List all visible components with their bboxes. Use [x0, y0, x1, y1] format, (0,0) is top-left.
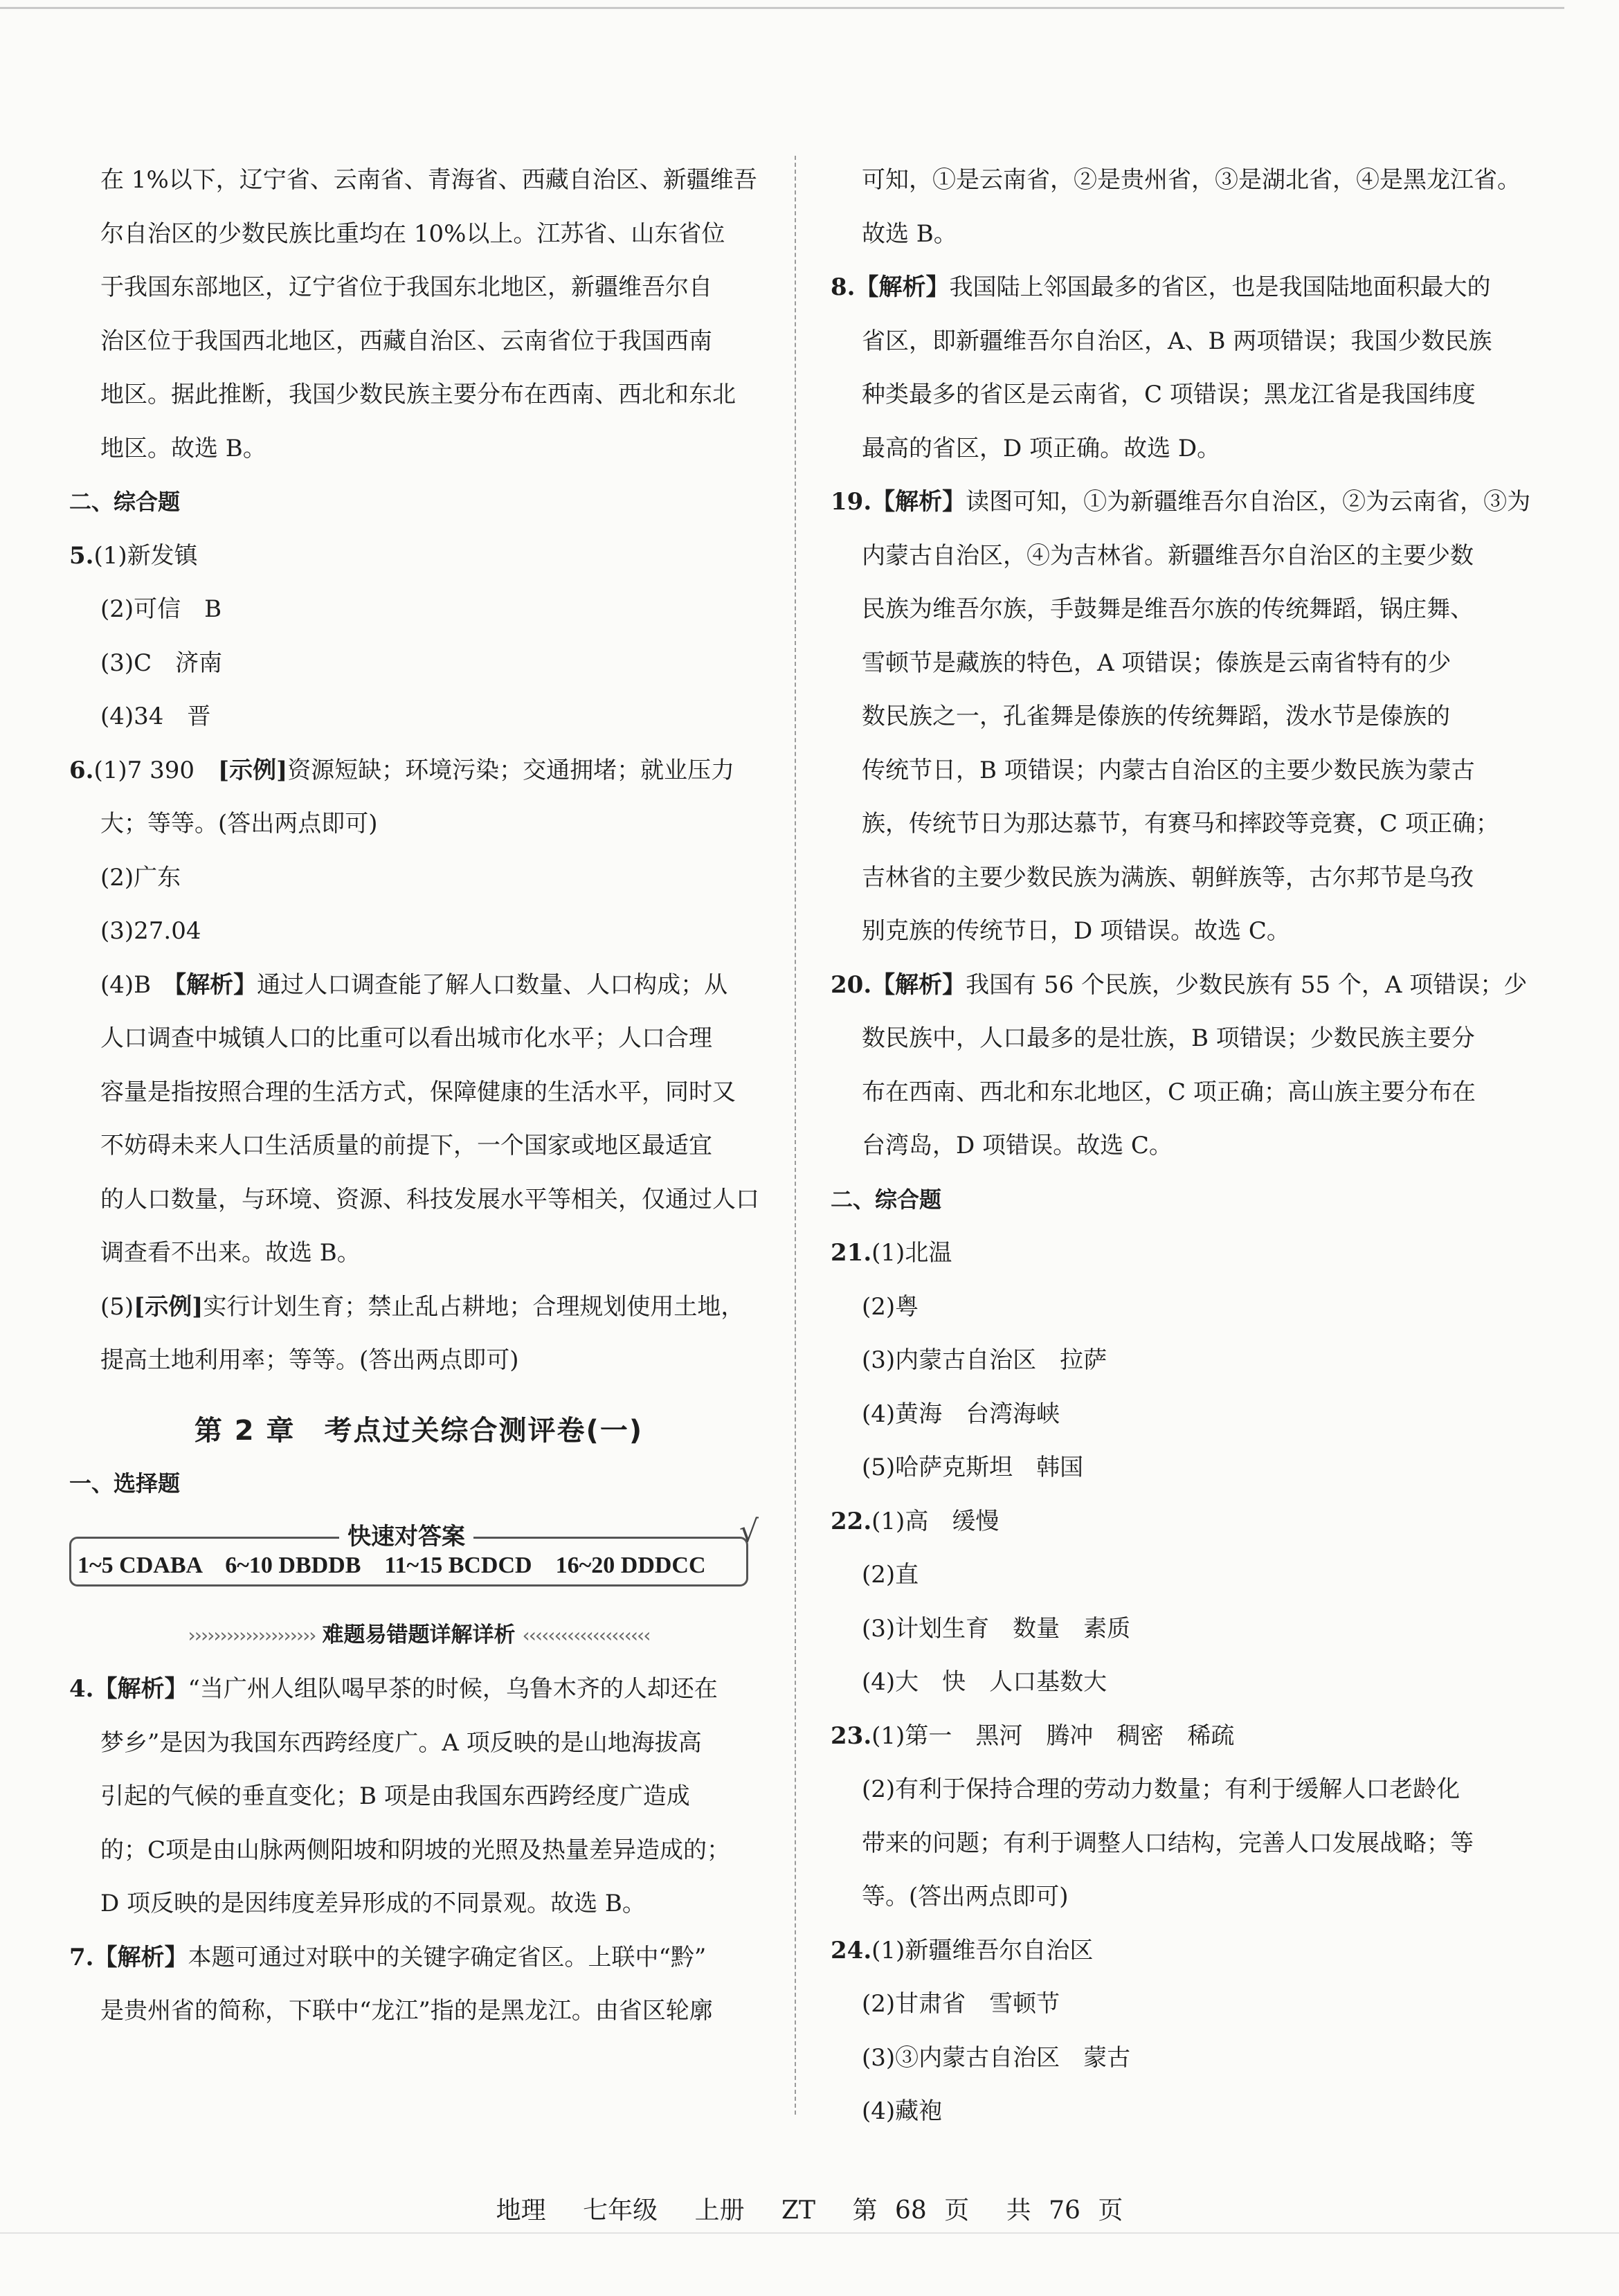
quick-answer-list: 1~5 CDABA 6~10 DBDDB 11~15 BCDCD 16~20 DDDCC — [78, 1553, 706, 1578]
text-line: 尔自治区的少数民族比重均在 10%以上。江苏省、山东省位 — [100, 219, 725, 248]
question-number: 20. — [831, 970, 872, 999]
left-column — [69, 154, 768, 2039]
answer-line: (4)大 快 人口基数大 — [862, 1668, 1107, 1696]
answer-text: 我国陆上邻国最多的省区，也是我国陆地面积最大的 — [949, 273, 1491, 301]
chapter-title: 第 2 章 考点过关综合测评卷(一) — [194, 1414, 644, 1447]
question-7 — [69, 1931, 768, 1985]
answer-text: (1)新疆维吾尔自治区 — [871, 1936, 1094, 1964]
detailed-analysis-banner — [69, 1614, 768, 1663]
answer-line: 内蒙古自治区，④为吉林省。新疆维吾尔自治区的主要少数 — [862, 541, 1474, 570]
question-19 — [831, 476, 1544, 530]
answer-text: (4)B — [100, 970, 175, 999]
checkmark-icon: √ — [739, 1514, 759, 1549]
top-rule — [0, 7, 1564, 9]
answer-text: 读图可知，①为新疆维吾尔自治区，②为云南省，③为 — [966, 488, 1531, 516]
answer-line: 带来的问题；有利于调整人口结构，完善人口发展战略；等 — [862, 1829, 1474, 1857]
answer-line: (3)内蒙古自治区 拉萨 — [862, 1346, 1107, 1374]
answer-line: 族，传统节日为那达慕节，有赛马和摔跤等竞赛，C 项正确； — [862, 810, 1499, 838]
question-number: 4. — [69, 1675, 94, 1703]
answer-line: 等。(答出两点即可) — [862, 1883, 1069, 1910]
footer-edition: ZT — [781, 2196, 816, 2225]
question-number: 23. — [831, 1721, 872, 1750]
quick-answer-title: 快速对答案 — [339, 1523, 473, 1551]
answer-line: D 项反映的是因纬度差异形成的不同景观。故选 B。 — [100, 1890, 646, 1917]
column-divider — [795, 156, 796, 2115]
answer-line: (5)哈萨克斯坦 韩国 — [862, 1454, 1084, 1481]
section-heading-comprehensive: 二、综合题 — [831, 1186, 942, 1213]
answer-line: 数民族中，人口最多的是壮族，B 项错误；少数民族主要分 — [862, 1024, 1475, 1052]
footer-subject: 地理 — [496, 2196, 546, 2225]
answer-text: “当广州人组队喝早茶的时候，乌鲁木齐的人却还在 — [188, 1675, 718, 1703]
answer-line: (4)黄海 台湾海峡 — [862, 1400, 1060, 1428]
chevron-left-decoration: ‹‹‹‹‹‹‹‹‹‹‹‹‹‹‹‹‹‹‹‹ — [522, 1624, 650, 1647]
answer-line: 台湾岛，D 项错误。故选 C。 — [862, 1132, 1173, 1159]
question-number: 19. — [831, 488, 872, 516]
answer-line: (4)藏袍 — [862, 2097, 943, 2125]
answer-text: (5) — [100, 1292, 134, 1321]
answer-line: 是贵州省的简称，下联中“龙江”指的是黑龙江。由省区轮廓 — [100, 1997, 713, 2025]
analysis-tag: 【解析】 — [174, 970, 257, 999]
answer-line: 不妨碍未来人口生活质量的前提下，一个国家或地区最适宜 — [100, 1132, 712, 1159]
answer-line: (2)广东 — [100, 863, 181, 892]
answer-text: 我国有 56 个民族，少数民族有 55 个，A 项错误；少 — [966, 970, 1528, 999]
analysis-tag: 【解析】 — [93, 1675, 188, 1703]
question-24 — [831, 1924, 1544, 1978]
question-number: 8. — [831, 273, 856, 301]
footer-grade: 七年级 — [583, 2196, 658, 2225]
answer-line: (4)34 晋 — [100, 703, 211, 730]
bottom-rule — [0, 2232, 1619, 2234]
question-4 — [69, 1663, 768, 1717]
analysis-tag: 【解析】 — [871, 970, 966, 999]
answer-text: (1)高 缓慢 — [871, 1507, 1000, 1535]
answer-text: 资源短缺；环境污染；交通拥堵；就业压力 — [287, 756, 735, 784]
answer-line: 传统节日，B 项错误；内蒙古自治区的主要少数民族为蒙古 — [862, 756, 1475, 784]
answer-line: (3)③内蒙古自治区 蒙古 — [862, 2043, 1131, 2072]
answer-text: (1)第一 黑河 腾冲 稠密 稀疏 — [871, 1721, 1235, 1750]
chevron-right-decoration: ›››››››››››››››››››› — [188, 1624, 316, 1647]
text-line: 地区。故选 B。 — [100, 434, 266, 462]
page-footer — [0, 2191, 1619, 2226]
answer-line: 可知，①是云南省，②是贵州省，③是湖北省，④是黑龙江省。 — [862, 166, 1521, 194]
answer-line: (2)甘肃省 雪顿节 — [862, 1990, 1060, 2018]
answer-line: 人口调查中城镇人口的比重可以看出城市化水平；人口合理 — [100, 1024, 712, 1052]
page-number: 第 68 页 — [852, 2196, 970, 2225]
answer-line: 雪顿节是藏族的特色，A 项错误；傣族是云南省特有的少 — [862, 649, 1451, 677]
question-8 — [831, 261, 1544, 315]
question-number: 24. — [831, 1936, 872, 1964]
example-tag: [示例] — [218, 756, 288, 784]
question-6 — [69, 744, 768, 798]
answer-line: 调查看不出来。故选 B。 — [100, 1239, 361, 1267]
text-line: 治区位于我国西北地区，西藏自治区、云南省位于我国西南 — [100, 327, 712, 355]
section-heading-choice: 一、选择题 — [69, 1470, 181, 1497]
right-column — [831, 154, 1544, 2139]
section-heading-comprehensive: 二、综合题 — [69, 489, 181, 515]
answer-line: (2)直 — [862, 1561, 919, 1589]
analysis-tag: 【解析】 — [855, 273, 950, 301]
answer-line: 种类最多的省区是云南省，C 项错误；黑龙江省是我国纬度 — [862, 381, 1476, 408]
answer-line: 容量是指按照合理的生活方式，保障健康的生活水平，同时又 — [100, 1078, 736, 1106]
quick-answer-box — [69, 1510, 768, 1614]
answer-line: 提高土地利用率；等等。(答出两点即可) — [100, 1346, 519, 1374]
question-number: 5. — [69, 541, 94, 570]
question-number: 21. — [831, 1239, 872, 1267]
answer-line — [69, 959, 768, 1013]
answer-line: (2)可信 B — [100, 595, 222, 623]
answer-line: 的；C项是由山脉两侧阳坡和阴坡的光照及热量差异造成的； — [100, 1836, 731, 1864]
answer-line: 梦乡”是因为我国东西跨经度广。A 项反映的是山地海拔高 — [100, 1728, 702, 1757]
answer-line: (3)C 济南 — [100, 649, 223, 677]
question-20 — [831, 959, 1544, 1013]
question-22 — [831, 1495, 1544, 1549]
question-number: 22. — [831, 1507, 872, 1535]
answer-line: (2)粤 — [862, 1292, 919, 1321]
answer-text: (1)新发镇 — [93, 541, 198, 570]
page-total: 共 76 页 — [1006, 2196, 1123, 2225]
answer-line: 吉林省的主要少数民族为满族、朝鲜族等，古尔邦节是乌孜 — [862, 863, 1474, 892]
answer-line: (3)27.04 — [100, 917, 201, 945]
answer-line: (3)计划生育 数量 素质 — [862, 1614, 1131, 1643]
answer-text: 本题可通过对联中的关键字确定省区。上联中“黔” — [188, 1943, 707, 1971]
answer-line — [69, 1281, 768, 1335]
banner-title: 难题易错题详解详析 — [322, 1622, 516, 1647]
answer-line: 布在西南、西北和东北地区，C 项正确；高山族主要分布在 — [862, 1078, 1476, 1106]
answer-line: 民族为维吾尔族，手鼓舞是维吾尔族的传统舞蹈，锅庄舞、 — [862, 595, 1474, 623]
text-line: 地区。据此推断，我国少数民族主要分布在西南、西北和东北 — [100, 381, 736, 408]
answer-text: (1)北温 — [871, 1239, 952, 1267]
answer-line: 的人口数量，与环境、资源、科技发展水平等相关，仅通过人口 — [100, 1185, 759, 1213]
answer-line: 别克族的传统节日，D 项错误。故选 C。 — [862, 917, 1290, 945]
answer-line: 引起的气候的垂直变化；B 项是由我国东西跨经度广造成 — [100, 1782, 690, 1810]
text-line: 于我国东部地区，辽宁省位于我国东北地区，新疆维吾尔自 — [100, 273, 712, 301]
question-number: 7. — [69, 1943, 94, 1971]
answer-text: 通过人口调查能了解人口数量、人口构成；从 — [257, 970, 728, 999]
question-21 — [831, 1227, 1544, 1281]
answer-line: 省区，即新疆维吾尔自治区，A、B 两项错误；我国少数民族 — [862, 327, 1492, 355]
question-number: 6. — [69, 756, 94, 784]
analysis-tag: 【解析】 — [871, 488, 966, 516]
text-line: 在 1%以下，辽宁省、云南省、青海省、西藏自治区、新疆维吾 — [100, 166, 757, 194]
answer-line: (2)有利于保持合理的劳动力数量；有利于缓解人口老龄化 — [862, 1775, 1460, 1803]
example-tag: [示例] — [134, 1292, 203, 1321]
answer-line: 最高的省区，D 项正确。故选 D。 — [862, 434, 1221, 462]
question-5 — [69, 530, 768, 584]
answer-line: 故选 B。 — [862, 219, 957, 248]
analysis-tag: 【解析】 — [93, 1943, 188, 1971]
question-23 — [831, 1710, 1544, 1764]
footer-volume: 上册 — [694, 2196, 745, 2225]
answer-line: 大；等等。(答出两点即可) — [100, 810, 378, 838]
answer-text: (1)7 390 — [93, 756, 218, 784]
answer-line: 数民族之一，孔雀舞是傣族的传统舞蹈，泼水节是傣族的 — [862, 703, 1450, 730]
answer-text: 实行计划生育；禁止乱占耕地；合理规划使用土地， — [203, 1292, 745, 1321]
